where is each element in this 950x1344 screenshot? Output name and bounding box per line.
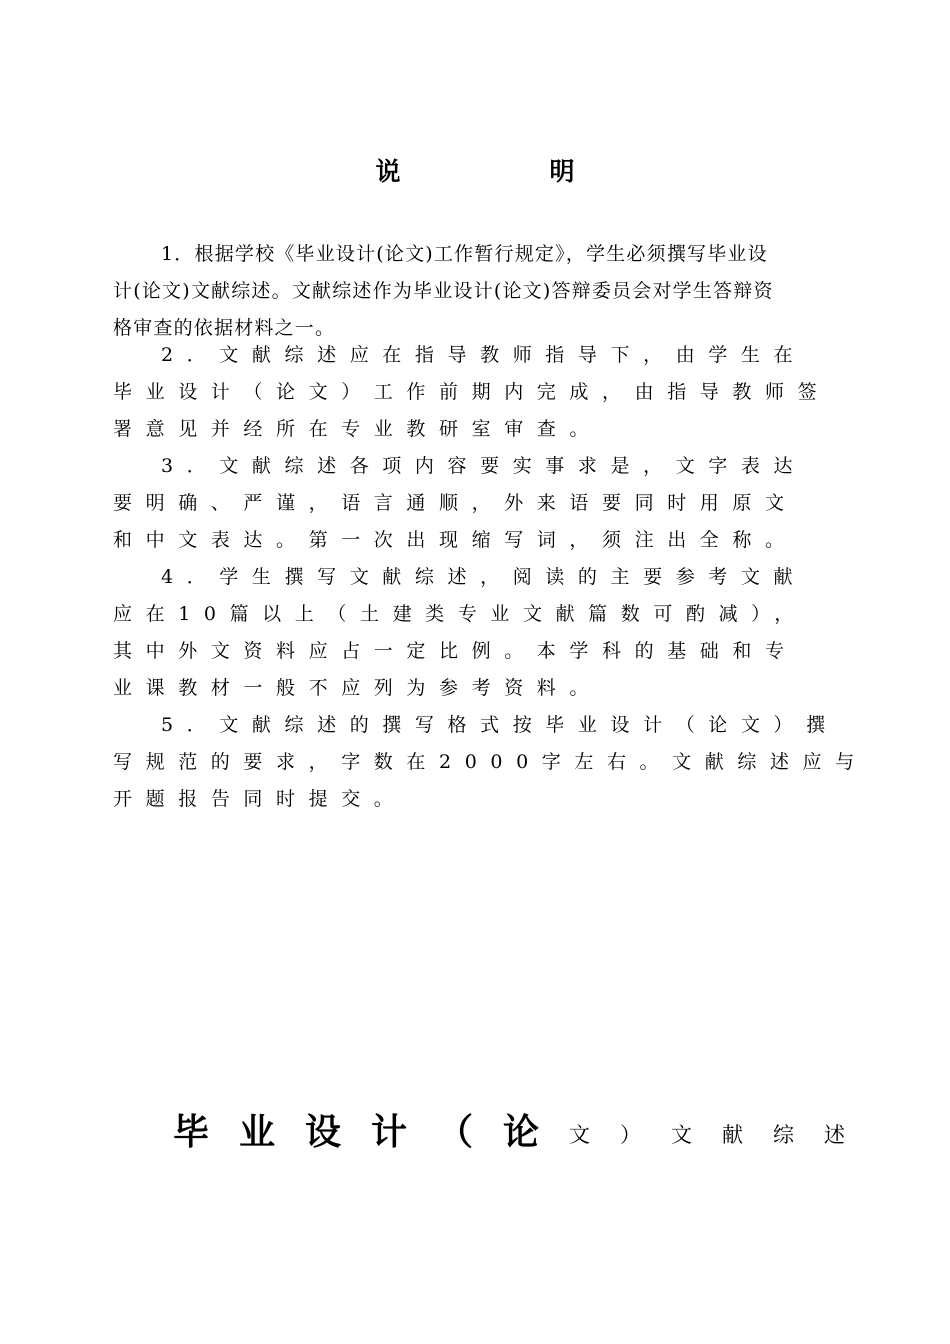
paragraph-line: 署意见并经所在专业教研室审查。 [113, 418, 603, 440]
instruction-paragraph-5 [113, 707, 868, 818]
instruction-paragraph-1 [113, 236, 774, 347]
paragraph-line: 业课教材一般不应列为参考资料。 [113, 677, 603, 699]
paragraph-line: 和中文表达。第一次出现缩写词，须注出全称。 [113, 529, 798, 551]
paragraph-line: 2．文献综述应在指导教师指导下，由学生在 [161, 344, 807, 366]
instruction-paragraph-4 [113, 559, 807, 707]
document-title-large-part: 毕业设计（论 [173, 1112, 570, 1153]
paragraph-line: 应在10篇以上（土建类专业文献篇数可酌减）， [113, 603, 807, 625]
paragraph-line: 1．根据学校《毕业设计(论文)工作暂行规定》，学生必须撰写毕业设 [161, 243, 768, 265]
paragraph-line: 计(论文)文献综述。文献综述作为毕业设计(论文)答辩委员会对学生答辩资 [113, 280, 774, 302]
instruction-paragraph-3 [113, 448, 806, 559]
paragraph-line: 毕业设计（论文）工作前期内完成，由指导教师签 [113, 381, 831, 403]
paragraph-line: 其中外文资料应占一定比例。本学科的基础和专 [113, 640, 798, 662]
paragraph-line: 4．学生撰写文献综述，阅读的主要参考文献 [161, 566, 807, 588]
document-title-small-part: 文）文献综述 [569, 1123, 876, 1147]
instruction-paragraph-2 [113, 337, 830, 448]
page-title: 说 明 [375, 157, 637, 186]
paragraph-line: 格审查的依据材料之一。 [113, 317, 336, 339]
paragraph-line: 3．文献综述各项内容要实事求是，文字表达 [161, 455, 807, 477]
paragraph-line: 开题报告同时提交。 [113, 788, 407, 810]
paragraph-line: 5．文献综述的撰写格式按毕业设计（论文）撰 [161, 714, 839, 736]
paragraph-line: 要明确、严谨，语言通顺，外来语要同时用原文 [113, 492, 798, 514]
document-title [173, 1108, 875, 1164]
paragraph-line: 写规范的要求，字数在2000字左右。文献综述应与 [113, 751, 868, 773]
